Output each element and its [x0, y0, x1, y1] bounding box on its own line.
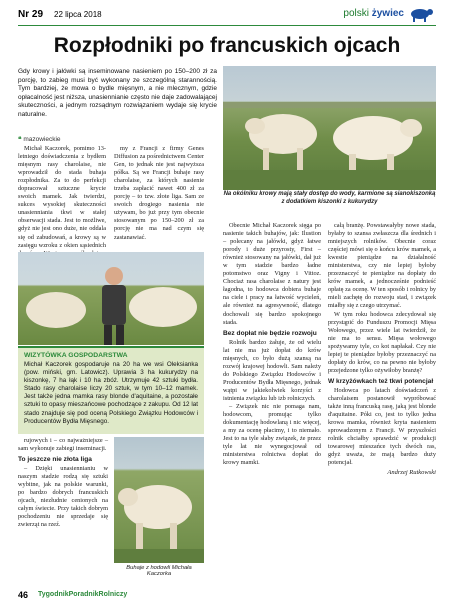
- box-heading: WIZYTÓWKA GOSPODARSTWA: [24, 352, 128, 359]
- photo-bulls: [114, 437, 204, 563]
- paragraph: – Dzięki unasiennianiu w naszym stadzie rodzą się sztuki wybitne, jak na polskie warunki, po bardzo dobrych francuskich ojcach, niezłudnie cenionych na całym świecie. Przy takich dobrym pochodzeniu nie sprzedaje się zwierząt na rzeź.: [18, 465, 108, 529]
- paragraph: Hodowca po latach doświadczeń z charolaisem postanowił wypróbować także inną francuską rasę, jaką jest blonde d'aquitaine. Póki co, jest to tylko jedna krowa mamka, również kryta nasieniem sprowadzonym z Francji. W przyszłości rolnik chciałby sprawdzić w produkcji towarowej mieszańce tych dwóch ras, gdyż uważa, że mają bardzo duży potencjał.: [328, 386, 436, 467]
- farm-profile-box: [18, 346, 204, 434]
- caption-top: Na okólniku krowy mają stały dostęp do wody, karmione są sianokiszonką z dodatkiem kiszonki z kukurydzy: [223, 191, 436, 205]
- column-4: [328, 222, 436, 587]
- paragraph: rujowych i – co najważniejsze – sam wykonuje zabiegi inseminacji.: [18, 437, 108, 453]
- page-footer: [18, 590, 436, 600]
- header-rule: [18, 25, 436, 26]
- subheading: Bez dopłat nie będzie rozwoju: [223, 329, 317, 337]
- publication-name-part: Rolniczy: [98, 591, 128, 598]
- subheading: To jeszcze nie złota liga: [18, 456, 92, 464]
- photo-cows-illustration: [223, 66, 436, 190]
- column-2: [114, 145, 204, 249]
- caption-bottom: Buhaje z hodowli Michała Kaczorka: [126, 565, 192, 577]
- byline-region: mazowieckie: [23, 136, 61, 143]
- photo-farmer-with-bull: [18, 252, 204, 345]
- column-3: [223, 222, 321, 587]
- box-text: Michał Kaczorek gospodaruje na 20 ha we wsi Oleksianka (pow. miński, gm. Latowicz). Uprawia 3 ha kukurydzy na kiszonkę, 7 ha łąk i 10 ha zbóż. Utrzymuje 42 sztuki bydła. Stado rasy charolaise liczy 20 sztuk, w tym 10–12 mamek. Jest także jedna mamka rasy blonde d'aquitaine, a pozostałe sztuki to opasy mieszańcowe pochodzące z zakupu. Od 12 lat stado znajduje się pod oceną Polskiego Związku Hodowców i Producentów Bydła Mięsnego.: [24, 361, 198, 425]
- photo-bulls-illustration: [114, 437, 204, 563]
- section-brand: [343, 8, 404, 19]
- cow-icon: [408, 6, 434, 22]
- photo-farmer-illustration: [18, 252, 204, 345]
- brand-name: żywiec: [371, 8, 404, 19]
- publication-name: [38, 591, 127, 598]
- paragraph: Rolnik bardzo żałuje, że od wielu lat nie ma już dopłat do krów mięsnych, co było dużą szansą na rozwój krajowej hodowli. Sam należy do Polskiego Związku Hodowców i Producentów Bydła Mięsnego, jednak wątpi w jakiekolwiek korzyści z istnienia związku lub izb rolniczych.: [223, 338, 321, 402]
- paragraph: całą branżę. Powstawałyby nowe stada, byłaby to szansa zwłaszcza dla średnich i mniejszych rolników. Obecnie coraz częściej mówi się o końcu krów mamek, a kwestie pieniądze na działalność ministerstwa, czy nie lepiej byłoby przeznaczyć te pieniądze na dopłaty do krów mamek, a jednocześnie podnieść opłatę za ocenę. W ten sposób i rolnicy by mieli zachętę do rozwoju stad, i związek miałby się z czego utrzymać.: [328, 222, 436, 310]
- page-number: 46: [18, 590, 29, 600]
- paragraph: Michał Kaczorek, pomimo 13-letniego doświadczenia z bydłem mięsnym rasy charolaise, nie wprowadził do stada buhaja rozpłodnika. Za to do perfekcji dopracował sztuczne krycie swoich mamek. Jak twierdzi, sukces wysokiej skuteczności unasienniania tkwi w stałej obserwacji stada. Jest to możliwe, gdyż nie jest ono duże, nie oddala się od zabudowań, a krowy są w zasięgu wzroku z okien sąsiednich: [18, 145, 106, 249]
- paragraph: W tym roku hodowca zdecydował się przystąpić do Funduszu Promocji Mięsa Wołowego, przez wiele lat twierdził, że nie ma to sensu. Mięsa wołowego spożywamy tyle, co kot napłakał. Czy nie lepiej te pieniądze byłoby przeznaczyć na dopłaty do krów, co na pewno nie byłoby przejedzone tylko ożywiłoby branżę?: [328, 310, 436, 374]
- byline: [18, 135, 61, 143]
- column-1-continued: [18, 437, 108, 587]
- author-signature: Andrzej Rutkowski: [387, 469, 436, 477]
- photo-cows-paddock: [223, 66, 436, 190]
- article-title: Rozpłodniki po francuskich ojcach: [53, 34, 401, 57]
- column-1: [18, 145, 106, 249]
- subheading: W krzyżówkach też tkwi potencjał: [328, 377, 434, 385]
- quote-icon: ❝: [18, 136, 22, 143]
- publication-name-part: Poradnik: [68, 591, 99, 598]
- paragraph: Obecnie Michał Kaczorek sięga po nasienie takich buhajów, jak: Ilustion – polecany na jałówki, gdyż łatwe porody i duże przyrosty, First – również stosowany na jałówki, dał już w tym stadzie bardzo ładne potomstwo oraz Vigny i Vittoz. Chociaż rasa charolaise z natury jest łagodna, to hodowca dobiera buhaje na ciele i pracy na łatwość wycieleń, ale również na agresywność, dlatego dochowali się bardzo spokojnego stada.: [223, 222, 321, 326]
- article-lead: Gdy krowy i jałówki są inseminowane nasieniem po 150–200 zł za porcję, to zabieg musi być wykonany ze szczególną starannością. Tym bardziej, że mowa o bydle mięsnym, a nie mlecznym, gdzie opłacalność jest niższa, unasiennianie często nie daje zadowalającej skuteczności, a jednym rozsądnym rozwiązaniem wydaje się krycie naturalne.: [18, 68, 217, 118]
- paragraph: – Związek nic nie pomaga nam, hodowcom, promując tylko dokumentację hodowlaną i nic więcej, a my za ocenę płacimy, i to niemało. Jest to na tyle słaby związek, że przez tyle lat nie wynegocjował od ministerstwa rolnictwa dopłat do krowy mamki.: [223, 403, 321, 467]
- issue-date: 22 lipca 2018: [54, 10, 102, 19]
- brand-prefix: polski: [343, 8, 369, 19]
- issue-number: Nr 29: [18, 9, 44, 20]
- publication-name-part: Tygodnik: [38, 591, 69, 598]
- paragraph: my z Francji z firmy Genes Diffusion za pośrednictwem Center Gen, to jednak nie jest najwyższa półka. Są we Francji buhaje rasy charolaise, za których nasienie trzeba zapłacić nawet 400 zł za porcję – to tzw. złote liga. Sam ze swoich drogiego nasienia nie używam, bo już przy tym obecnie stosowanym po 150–200 zł za porcję nie ma nad czym się zastanawiać.: [114, 145, 204, 241]
- page-header: [0, 0, 454, 38]
